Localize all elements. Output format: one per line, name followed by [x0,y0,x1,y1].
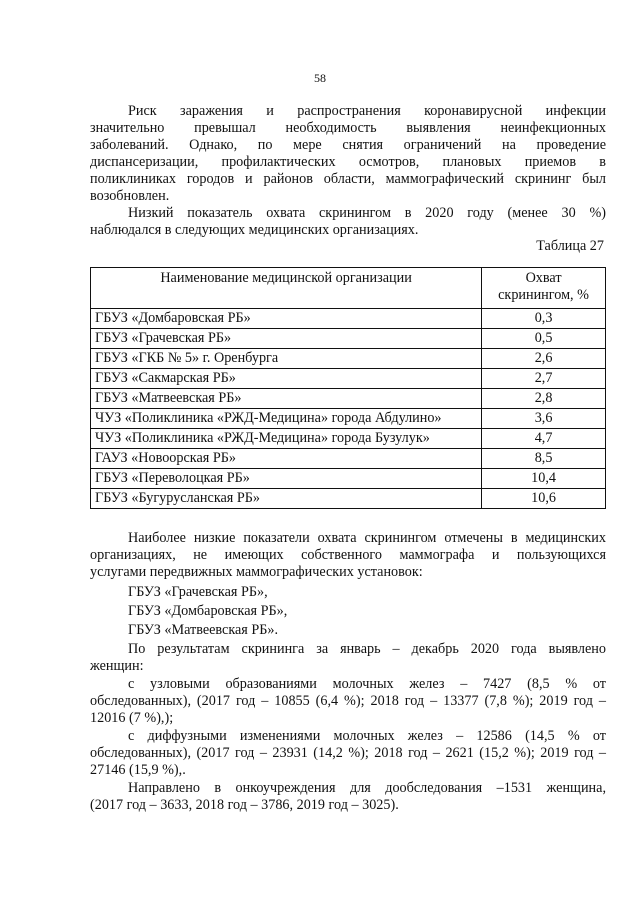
coverage-value: 2,8 [482,389,606,409]
org-name: ГБУЗ «Грачевская РБ» [91,329,482,349]
table-row [91,329,606,349]
org-list-item: ГБУЗ «Матвеевская РБ». [128,622,279,638]
coverage-value: 3,6 [482,409,606,429]
table-row [91,409,606,429]
org-name: ЧУЗ «Поликлиника «РЖД-Медицина» города Бузулук» [91,429,482,449]
coverage-value: 2,6 [482,349,606,369]
org-name: ГАУЗ «Новоорская РБ» [91,449,482,469]
screening-table [90,267,606,509]
body-line: с диффузными изменениями молочных желез – 12586 (14,5 % от [128,728,606,744]
org-name: ЧУЗ «Поликлиника «РЖД-Медицина» города Абдулино» [91,409,482,429]
body-line: обследованных), (2017 год – 10855 (6,4 %); 2018 год – 13377 (7,8 %); 2019 год – [90,693,606,709]
body-line: 12016 (7 %),); [90,710,174,726]
table-row [91,309,606,329]
table-row [91,349,606,369]
table-row [91,449,606,469]
intro-line: диспансеризации, профилактических осмотров, плановых приемов в [90,154,606,170]
page-number: 58 [314,71,326,85]
org-name: ГБУЗ «Домбаровская РБ» [91,309,482,329]
body-line: с узловыми образованиями молочных желез – 7427 (8,5 % от [128,676,606,692]
org-list-item: ГБУЗ «Домбаровская РБ», [128,603,288,619]
intro-line: Низкий показатель охвата скринингом в 2020 году (менее 30 %) [128,205,606,221]
table-row [91,389,606,409]
body-line: Наиболее низкие показатели охвата скринингом отмечены в медицинских [128,530,606,546]
coverage-value: 2,7 [482,369,606,389]
org-name: ГБУЗ «ГКБ № 5» г. Оренбурга [91,349,482,369]
coverage-value: 0,3 [482,309,606,329]
header-coverage [482,268,606,309]
org-name: ГБУЗ «Матвеевская РБ» [91,389,482,409]
body-line: женщин: [90,658,144,674]
body-line: (2017 год – 3633, 2018 год – 3786, 2019 год – 3025). [90,797,399,813]
table-row [91,469,606,489]
body-line: обследованных), (2017 год – 23931 (14,2 %); 2018 год – 2621 (15,2 %); 2019 год – [90,745,606,761]
org-list-item: ГБУЗ «Грачевская РБ», [128,584,268,600]
intro-line: возобновлен. [90,188,170,204]
header-org-name: Наименование медицинской организации [91,268,482,309]
intro-line: наблюдался в следующих медицинских организациях. [90,222,419,238]
table-caption: Таблица 27 [536,238,604,254]
body-line: 27146 (15,9 %),. [90,762,186,778]
coverage-value: 10,6 [482,489,606,509]
org-name: ГБУЗ «Бугурусланская РБ» [91,489,482,509]
header-coverage-line1: Охват [525,270,562,286]
body-line: организациях, не имеющих собственного маммографа и пользующихся [90,547,606,563]
coverage-value: 0,5 [482,329,606,349]
org-name: ГБУЗ «Переволоцкая РБ» [91,469,482,489]
intro-line: поликлиниках городов и районов области, маммографический скрининг был [90,171,606,187]
body-line: Направлено в онкоучреждения для дообследования –1531 женщина, [128,780,606,796]
table-row [91,369,606,389]
table-row [91,429,606,449]
intro-line: заболеваний. Однако, по мере снятия ограничений на проведение [90,137,606,153]
table-header-row [91,268,606,309]
org-name: ГБУЗ «Сакмарская РБ» [91,369,482,389]
body-line: По результатам скрининга за январь – декабрь 2020 года выявлено [128,641,606,657]
header-coverage-line2: скринингом, % [498,287,589,303]
intro-line: Риск заражения и распространения коронавирусной инфекции [128,103,606,119]
coverage-value: 8,5 [482,449,606,469]
body-line: услугами передвижных маммографических установок: [90,564,423,580]
table-row [91,489,606,509]
coverage-value: 10,4 [482,469,606,489]
intro-line: значительно превышал необходимость выявления неинфекционных [90,120,606,136]
coverage-value: 4,7 [482,429,606,449]
